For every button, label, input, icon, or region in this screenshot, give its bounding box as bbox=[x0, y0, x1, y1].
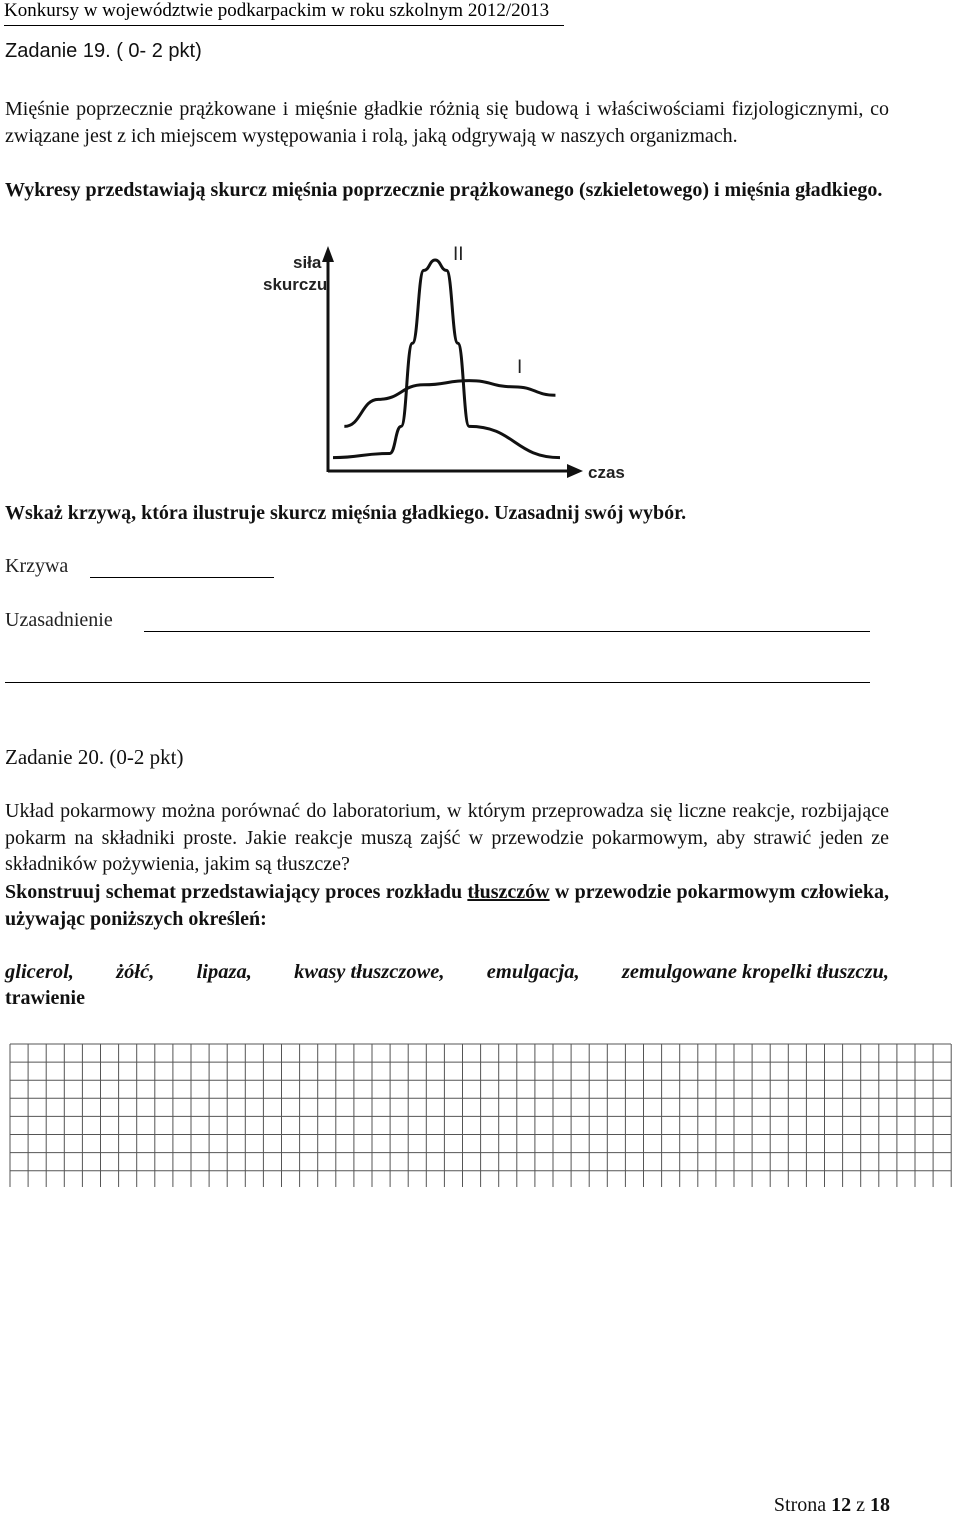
footer-page-number: 12 bbox=[831, 1494, 852, 1516]
curve-i bbox=[344, 381, 555, 427]
y-axis-arrow bbox=[322, 246, 334, 262]
task-20-instruction-part1: Skonstruuj schemat przedstawiający proces rozkładu bbox=[5, 881, 468, 903]
page-footer bbox=[774, 1494, 890, 1517]
footer-middle: z bbox=[851, 1494, 870, 1516]
page-header: Konkursy w województwie podkarpackim w roku szkolnym 2012/2013 bbox=[4, 0, 550, 21]
curve-answer-label: Krzywa bbox=[5, 555, 69, 577]
footer-page-total: 18 bbox=[870, 1494, 890, 1516]
task-20-instruction-underlined: tłuszczów bbox=[467, 881, 550, 903]
keyword: żółć, bbox=[116, 961, 155, 983]
contraction-chart bbox=[255, 238, 655, 488]
task-20-instruction-part2: w przewodzie pokarmowym człowieka, używając poniższych określeń: bbox=[5, 881, 889, 930]
answer-grid[interactable] bbox=[9, 1043, 955, 1191]
footer-prefix: Strona bbox=[773, 1494, 832, 1516]
keyword: kwasy tłuszczowe, bbox=[294, 961, 445, 983]
keyword-list bbox=[5, 959, 889, 986]
keyword: glicerol, bbox=[5, 961, 74, 983]
curve-i-label: I bbox=[517, 357, 523, 378]
curve-ii-label: II bbox=[453, 244, 464, 265]
keyword: zemulgowane kropelki tłuszczu, bbox=[621, 961, 889, 983]
x-axis-arrow bbox=[567, 464, 583, 478]
header-underline bbox=[4, 25, 564, 26]
keyword: lipaza, bbox=[196, 961, 252, 983]
curve-answer-field[interactable] bbox=[90, 577, 274, 578]
y-axis-label-line2: skurczu bbox=[263, 275, 328, 294]
task-19-intro: Mięśnie poprzecznie prążkowane i mięśnie gładkie różnią się budową i właściwościami fizjologicznymi, co związane jest z ich miejscem występowania i rolą, jaką odgrywają w naszych organizmach. bbox=[5, 98, 889, 147]
task-20-instruction bbox=[5, 879, 889, 932]
task-19-question: Wskaż krzywą, która ilustruje skurcz mięśnia gładkiego. Uzasadnij swój wybór. bbox=[5, 502, 687, 524]
justification-field-line-1[interactable] bbox=[144, 631, 870, 632]
task-20-title: Zadanie 20. (0-2 pkt) bbox=[5, 745, 184, 769]
y-axis-label-line1: siła bbox=[293, 253, 322, 272]
keyword-last: trawienie bbox=[5, 987, 85, 1009]
x-axis-label: czas bbox=[588, 463, 625, 482]
justification-label: Uzasadnienie bbox=[5, 609, 113, 631]
keyword: emulgacja, bbox=[486, 961, 580, 983]
justification-field-line-2[interactable] bbox=[5, 682, 870, 683]
y-axis-label bbox=[263, 253, 327, 294]
curve-ii bbox=[333, 260, 560, 458]
task-19-chart-description: Wykresy przedstawiają skurcz mięśnia poprzecznie prążkowanego (szkieletowego) i mięśnia gładkiego. bbox=[5, 179, 883, 201]
task-19-title: Zadanie 19. ( 0- 2 pkt) bbox=[5, 40, 202, 62]
task-20-intro: Układ pokarmowy można porównać do laboratorium, w którym przeprowadza się liczne reakcje, rozbijające pokarm na składniki proste. Jakie reakcje muszą zajść w przewodzie pokarmowym, aby strawić jeden ze składników pożywienia, jakim są tłuszcze? bbox=[5, 800, 889, 875]
